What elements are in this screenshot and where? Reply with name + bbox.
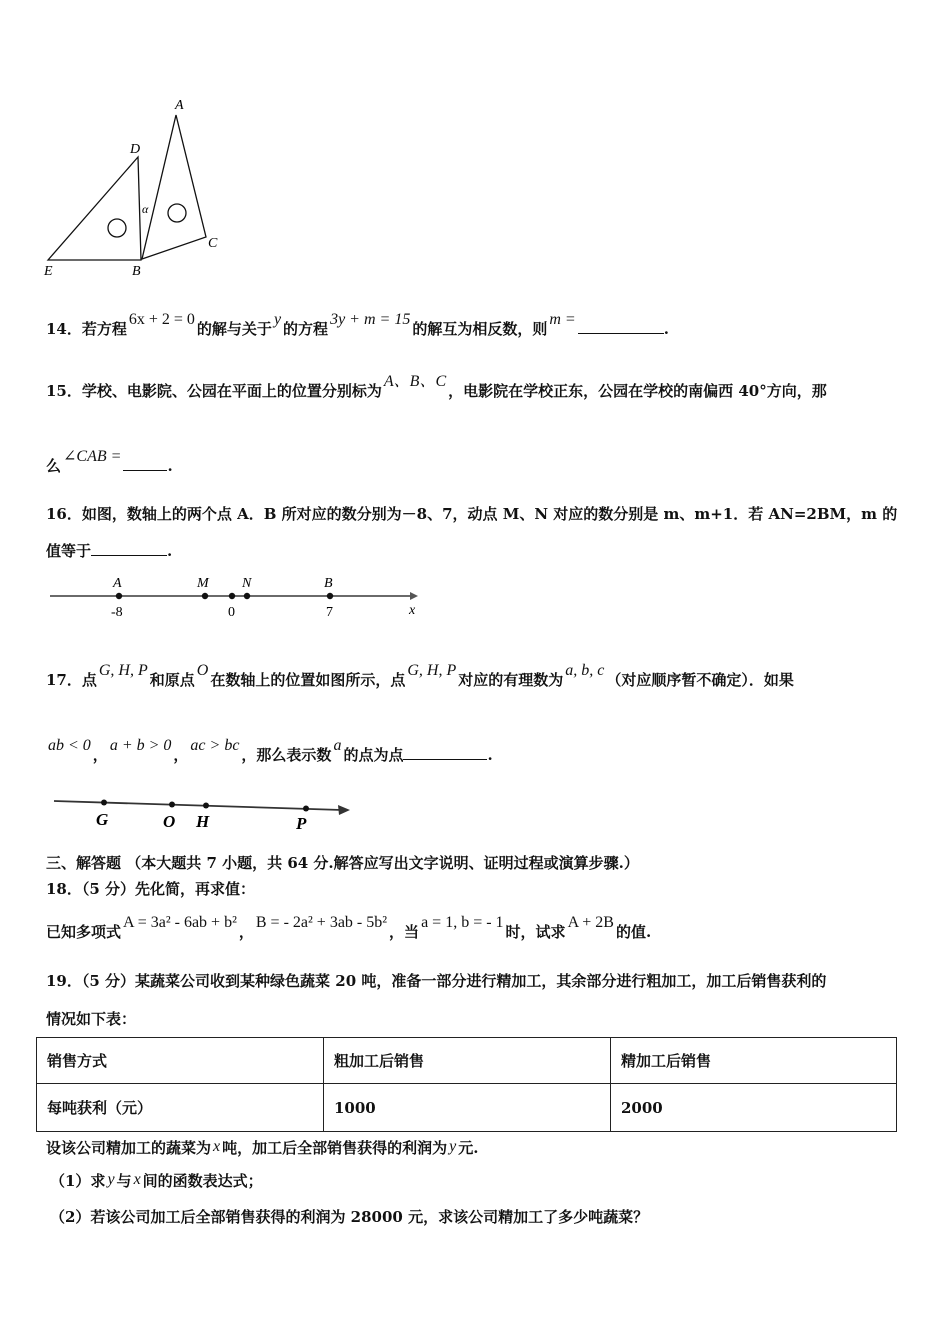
question-19-part2: （2）若该公司加工后全部销售获得的利润为 28000 元，求该公司精加工了多少吨蔬菜？	[50, 1208, 649, 1226]
question-19: 19．（5 分）某蔬菜公司收到某种绿色蔬菜 20 吨，准备一部分进行精加工，其余部分进行粗加工，加工后销售获利的	[46, 972, 827, 990]
q17-t2: 在数轴上的位置如图所示，点	[210, 671, 406, 689]
table-header-row	[37, 1038, 897, 1084]
table-header-cell: 粗加工后销售	[324, 1038, 611, 1084]
q17-num: 17．点	[46, 671, 97, 689]
q17-t3: 对应的有理数为	[458, 671, 564, 689]
q14-answer-blank[interactable]	[578, 321, 664, 334]
q18-cond: a = 1, b = - 1	[421, 914, 504, 931]
q15-line2-pre: 么	[46, 457, 62, 475]
point-n	[244, 593, 250, 599]
q18-t3: 的值.	[615, 923, 652, 941]
q18-t1: ，当	[389, 923, 420, 941]
question-16-line2	[46, 540, 172, 561]
question-17	[46, 662, 794, 690]
label-alpha: α	[142, 202, 149, 216]
q17-sep1: ，	[92, 746, 108, 764]
q19-p1-mid: 与	[116, 1172, 132, 1190]
q17-t6: 的点为点	[343, 746, 404, 764]
q14-eq1: 6x + 2 = 0	[128, 311, 195, 328]
q14-t2: 的方程	[283, 320, 329, 338]
q15-angle: ∠CAB =	[63, 448, 122, 465]
q19-p1-end: 间的函数表达式；	[142, 1172, 263, 1190]
label-m: M	[197, 576, 209, 591]
axis-x-label: x	[409, 603, 416, 618]
circle-left	[108, 219, 126, 237]
q19-set-end: 元.	[458, 1139, 479, 1157]
profit-table	[36, 1037, 897, 1132]
q14-m-eq: m =	[549, 311, 576, 328]
q16-answer-blank[interactable]	[91, 543, 167, 556]
q15-pts: A、B、C	[383, 373, 447, 390]
circle-right	[168, 204, 186, 222]
q18-b-poly: B = - 2a² + 3ab - 5b²	[255, 914, 388, 931]
point-m	[202, 593, 208, 599]
q14-t1: 的解与关于	[196, 320, 272, 338]
label-b: B	[132, 264, 141, 279]
q14-end: .	[663, 320, 669, 338]
q17-pts2: G, H, P	[407, 662, 457, 679]
q17-cond1: ab < 0	[48, 737, 91, 754]
label-e: E	[44, 264, 53, 279]
q19-p1-x: x	[133, 1171, 141, 1188]
q17-answer-blank[interactable]	[403, 747, 487, 760]
tick-neg8: -8	[111, 605, 123, 620]
q16-line2-pre: 值等于	[46, 542, 92, 560]
label-d: D	[130, 142, 141, 157]
q19-x: x	[213, 1138, 221, 1155]
q17-sep2: ，	[173, 746, 189, 764]
q17-pts: G, H, P	[98, 662, 148, 679]
label-c: C	[208, 236, 218, 251]
question-16: 16．如图，数轴上的两个点 A．B 所对应的数分别为－8、7，动点 M、N 对应的数分别是 m、m+1．若 AN=2BM，m 的	[46, 505, 898, 523]
triangle-dbe	[48, 157, 141, 260]
number-line-q17	[50, 790, 360, 836]
question-15-line2	[46, 448, 173, 476]
number-line-q16	[46, 572, 426, 622]
question-17-line2	[46, 737, 493, 765]
tick-7: 7	[326, 605, 333, 620]
question-19-part1	[50, 1170, 263, 1191]
table-header-cell: 精加工后销售	[611, 1038, 897, 1084]
q18-pre: 已知多项式	[46, 923, 122, 941]
question-18-title: 18．（5 分）先化简，再求值：	[46, 880, 256, 898]
q17-cond2: a + b > 0	[109, 737, 172, 754]
q19-p1-y: y	[107, 1171, 115, 1188]
q17-cond3: ac > bc	[190, 737, 240, 754]
label-o: O	[163, 812, 176, 831]
label-a: A	[113, 576, 122, 591]
question-15	[46, 373, 827, 401]
q18-expr: A + 2B	[567, 914, 614, 931]
q19-p1-pre: （1）求	[50, 1172, 106, 1190]
q15-text: ，电影院在学校正东，公园在学校的南偏西 40°方向，那	[448, 382, 827, 400]
q14-eq2: 3y + m = 15	[330, 311, 411, 328]
point-h	[203, 803, 209, 809]
q18-a-poly: A = 3a² - 6ab + b²	[123, 914, 237, 931]
q14-var: y	[273, 311, 282, 328]
q17-o: O	[196, 662, 209, 679]
q14-num: 14．若方程	[46, 320, 127, 338]
q15-num: 15．学校、电影院、公园在平面上的位置分别标为	[46, 382, 382, 400]
q17-abc: a, b, c	[565, 662, 605, 679]
q18-t2: 时，试求	[505, 923, 566, 941]
label-g: G	[96, 810, 109, 829]
q19-set-mid: 吨，加工后全部销售获得的利润为	[222, 1139, 448, 1157]
q14-t3: 的解互为相反数，则	[412, 320, 548, 338]
question-18	[46, 914, 652, 942]
label-b: B	[324, 576, 333, 591]
question-19-setup	[46, 1137, 478, 1158]
q18-comma: ，	[238, 923, 254, 941]
table-cell: 1000	[324, 1084, 611, 1132]
question-19-line2: 情况如下表：	[46, 1010, 137, 1028]
triangle-abc	[142, 115, 206, 259]
point-b	[327, 593, 333, 599]
q17-end: .	[487, 746, 493, 764]
point-p	[303, 806, 309, 812]
table-row	[37, 1084, 897, 1132]
point-zero	[229, 593, 235, 599]
label-n: N	[242, 576, 252, 591]
tick-0: 0	[228, 605, 235, 620]
q17-a: a	[333, 737, 342, 754]
point-o	[169, 802, 175, 808]
section-3-heading: 三、解答题 （本大题共 7 小题，共 64 分.解答应写出文字说明、证明过程或演算步骤.）	[46, 854, 639, 872]
table-cell: 2000	[611, 1084, 897, 1132]
table-cell: 每吨获利（元）	[37, 1084, 324, 1132]
q17-t5: ，那么表示数	[241, 746, 332, 764]
label-p: P	[296, 814, 307, 833]
point-g	[101, 800, 107, 806]
triangles-figure	[40, 95, 230, 285]
point-a	[116, 593, 122, 599]
q17-t4: （对应顺序暂不确定）．如果	[606, 671, 794, 689]
q15-answer-blank[interactable]	[123, 458, 167, 471]
q19-y: y	[449, 1138, 457, 1155]
question-14	[46, 311, 669, 339]
q15-end: .	[167, 457, 173, 475]
q19-set-pre: 设该公司精加工的蔬菜为	[46, 1139, 212, 1157]
q17-t1: 和原点	[149, 671, 195, 689]
label-a: A	[175, 98, 184, 113]
table-header-cell: 销售方式	[37, 1038, 324, 1084]
q16-end: .	[167, 542, 173, 560]
label-h: H	[196, 812, 210, 831]
